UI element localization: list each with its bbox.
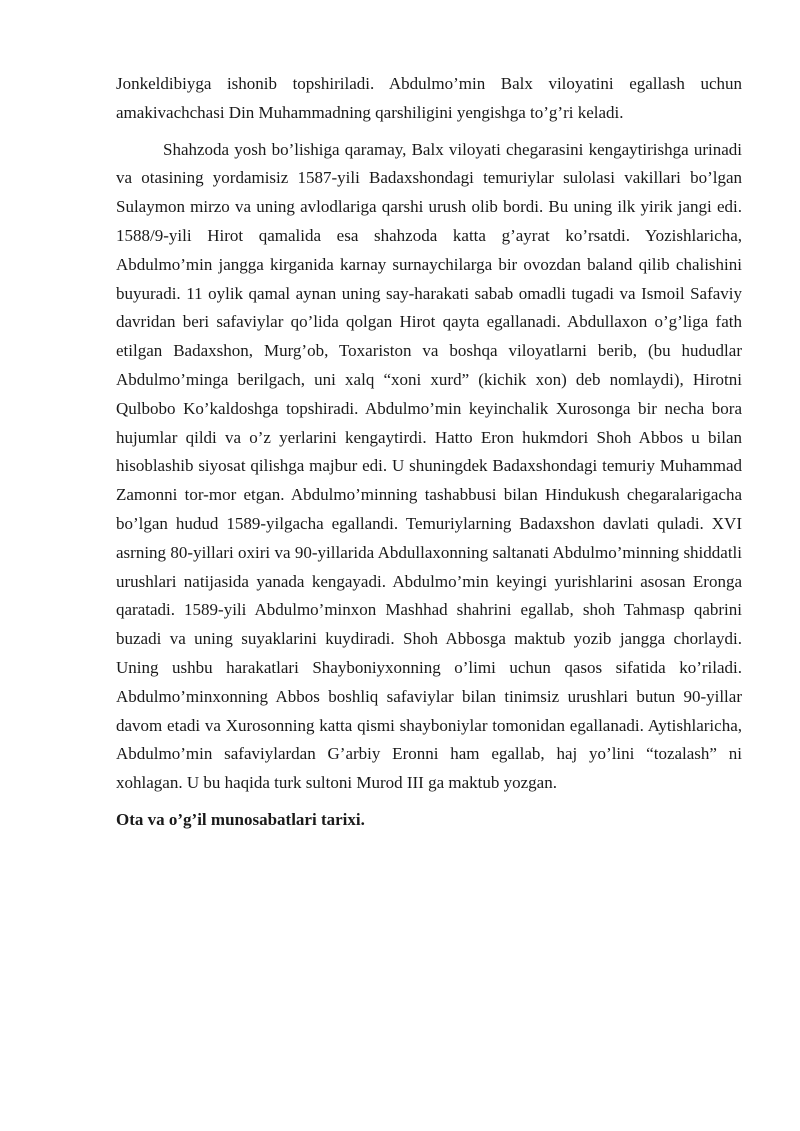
document-page — [116, 70, 742, 835]
paragraph-main: Shahzoda yosh bo’lishiga qaramay, Balx viloyati chegarasini kengaytirishga urinadi va otasining yordamisiz 1587-yili Badaxshondagi temuriylar sulolasi vakillari bo’lgan Sulaymon mirzo va uning avlodlariga qarshi urush olib bordi. Bu uning ilk yirik jangi edi. 1588/9-yili Hirot qamalida esa shahzoda katta g’ayrat ko’rsatdi. Yozishlaricha, Abdulmo’min jangga kirganida karnay surnaychilarga bir ovozdan baland qilib chalishini buyuradi. 11 oylik qamal aynan uning say-harakati sabab omadli tugadi va Ismoil Safaviy davridan beri safaviylar qo’lida qolgan Hirot qayta egallanadi. Abdullaxon o’g’liga fath etilgan Badaxshon, Murg’ob, Toxariston va boshqa viloyatlarni berib, (bu hududlar Abdulmo’minga berilgach, uni xalq “xoni xurd” (kichik xon) deb nomlaydi), Hirotni Qulbobo Ko’kaldoshga topshiradi. Abdulmo’min keyinchalik Xurosonga bir necha bora hujumlar qildi va o’z yerlarini kengaytirdi. Hatto Eron hukmdori Shoh Abbos u bilan hisoblashib siyosat qilishga majbur edi. U shuningdek Badaxshondagi temuriy Muhammad Zamonni tor-mor etgan. Abdulmo’minning tashabbusi bilan Hindukush chegaralarigacha bo’lgan hudud 1589-yilgacha egallandi. Temuriylarning Badaxshon davlati quladi. XVI asrning 80-yillari oxiri va 90-yillarida Abdullaxonning saltanati Abdulmo’minning shiddatli urushlari natijasida yanada kengayadi. Abdulmo’min keyingi yurishlarini asosan Eronga qaratadi. 1589-yili Abdulmo’minxon Mashhad shahrini egallab, shoh Tahmasp qabrini buzadi va uning suyaklarini kuydiradi. Shoh Abbosga maktub yozib jangga chorlaydi. Uning ushbu harakatlari Shayboniyxonning o’limi uchun qasos sifatida ko’riladi. Abdulmo’minxonning Abbos boshliq safaviylar bilan tinimsiz urushlari butun 90-yillar davom etadi va Xurosonning katta qismi shayboniylar tomonidan egallanadi. Aytishlaricha, Abdulmo’min safaviylardan G’arbiy Eronni ham egallab, haj yo’lini “tozalash” ni xohlagan. U bu haqida turk sultoni Murod III ga maktub yozgan. — [116, 139, 742, 793]
paragraph-continuation: Jonkeldibiyga ishonib topshiriladi. Abdulmo’min Balx viloyatini egallash uchun amakivachchasi Din Muhammadning qarshiligini yengishga to’g’ri keladi. — [116, 74, 742, 122]
section-heading: Ota va o’g’il munosabatlari tarixi. — [116, 809, 365, 829]
